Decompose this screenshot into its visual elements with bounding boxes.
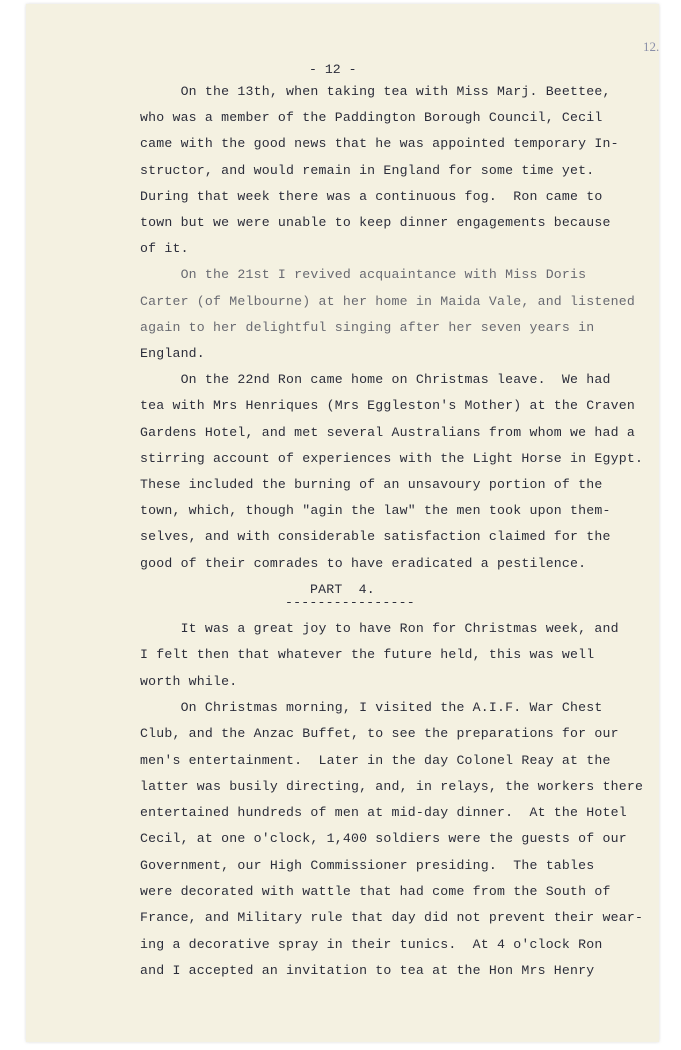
- text-line: and I accepted an invitation to tea at the Hon Mrs Henry: [140, 962, 595, 978]
- text-line: France, and Military rule that day did not prevent their wear-: [140, 910, 644, 926]
- text-line: Cecil, at one o'clock, 1,400 soldiers were the guests of our: [140, 831, 627, 847]
- text-line: On the 22nd Ron came home on Christmas leave. We had: [140, 372, 611, 388]
- folio-mark: 12.: [643, 39, 660, 54]
- text-line: ing a decorative spray in their tunics. At 4 o'clock Ron: [140, 936, 603, 952]
- text-line: worth while.: [140, 673, 238, 689]
- text-line: It was a great joy to have Ron for Christmas week, and: [140, 621, 619, 636]
- text-line: On the 13th, when taking tea with Miss Marj. Beettee,: [140, 84, 611, 99]
- text-line: town but we were unable to keep dinner engagements because: [140, 215, 611, 230]
- text-line: men's entertainment. Later in the day Colonel Reay at the: [140, 752, 611, 768]
- text-line: tea with Mrs Henriques (Mrs Eggleston's Mother) at the Craven: [140, 398, 635, 414]
- text-line: town, which, though "agin the law" the men took upon them-: [140, 503, 611, 519]
- text-line: were decorated with wattle that had come from the South of: [140, 884, 611, 899]
- text-line: On Christmas morning, I visited the A.I.F. War Chest: [140, 699, 603, 715]
- text-line: good of their comrades to have eradicated a pestilence.: [140, 555, 587, 571]
- text-line: who was a member of the Paddington Borough Council, Cecil: [140, 110, 603, 126]
- text-line: entertained hundreds of men at mid-day dinner. At the Hotel: [140, 805, 627, 821]
- text-line: stirring account of experiences with the Light Horse in Egypt.: [140, 450, 644, 466]
- text-line: During that week there was a continuous fog. Ron came to: [140, 188, 603, 204]
- text-line: selves, and with considerable satisfaction claimed for the: [140, 529, 611, 545]
- page-number: - 12 -: [309, 62, 357, 77]
- text-line: Gardens Hotel, and met several Australians from whom we had a: [140, 424, 635, 440]
- text-line: of it.: [140, 241, 189, 257]
- section-heading: PART 4.: [310, 582, 375, 597]
- section-rule: ----------------: [285, 595, 415, 610]
- text-line: On the 21st I revived acquaintance with Miss Doris: [140, 267, 587, 283]
- document-page: [26, 4, 659, 1042]
- text-line: latter was busily directing, and, in relays, the workers there: [140, 778, 644, 794]
- text-line: structor, and would remain in England for some time yet.: [140, 162, 595, 178]
- text-line: Carter (of Melbourne) at her home in Maida Vale, and listened: [140, 293, 635, 309]
- text-line: again to her delightful singing after her seven years in: [140, 319, 595, 335]
- text-line: came with the good news that he was appointed temporary In-: [140, 136, 619, 152]
- text-line: I felt then that whatever the future held, this was well: [140, 647, 595, 663]
- text-line: Government, our High Commissioner presiding. The tables: [140, 857, 595, 873]
- text-line: These included the burning of an unsavoury portion of the: [140, 477, 603, 492]
- text-line: Club, and the Anzac Buffet, to see the preparations for our: [140, 726, 619, 742]
- text-line: England.: [140, 346, 205, 361]
